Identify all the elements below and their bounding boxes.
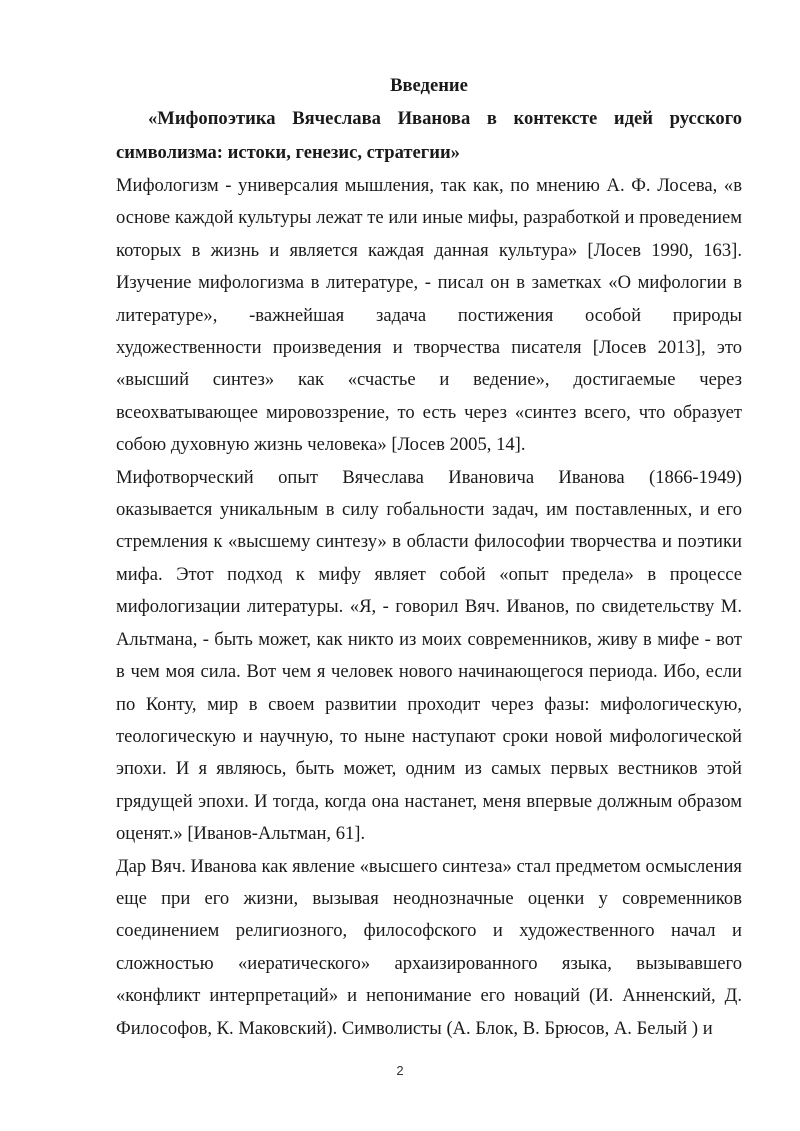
page-number: 2 — [396, 1063, 404, 1078]
paragraph-1: Мифологизм - универсалия мышления, так как, по мнению А. Ф. Лосева, «в основе каждой культуры лежат те или иные мифы, разработкой и проведением которых в жизнь и является каждая данная культура» [Лосев 1990, 163]. Изучение мифологизма в литературе, - писал он в заметках «О мифологии в литературе», -важнейшая задача постижения особой природы художественности произведения и творчества писателя [Лосев 2013], это «высший синтез» как «счастье и ведение», достигаемые через всеохватывающее мировоззрение, то есть через «синтез всего, что образует собою духовную жизнь человека» [Лосев 2005, 14]. — [116, 175, 742, 456]
document-subtitle: «Мифопоэтика Вячеслава Иванова в контексте идей русского символизма: истоки, генезис, стратегии» — [116, 108, 742, 163]
paragraph-3: Дар Вяч. Иванова как явление «высшего синтеза» стал предметом осмысления еще при его жизни, вызывая неоднозначные оценки у современников соединением религиозного, философского и художественного начал и сложностью «иератического» архаизированного языка, вызывавшего «конфликт интерпретаций» и непонимание его новаций (И. Анненский, Д. Философов, К. Маковский). Символисты (А. Блок, В. Брюсов, А. Белый ) и — [116, 855, 742, 1039]
page-title: Введение — [390, 75, 468, 96]
paragraph-2: Мифотворческий опыт Вячеслава Ивановича Иванова (1866-1949) оказывается уникальным в силу гобальности задач, им поставленных, и его стремления к «высшему синтезу» в области философии творчества и поэтики мифа. Этот подход к мифу являет собой «опыт предела» в процессе мифологизации литературы. «Я, - говорил Вяч. Иванов, по свидетельству М. Альтмана, - быть может, как никто из моих современников, живу в мифе - вот в чем моя сила. Вот чем я человек нового начинающегося периода. Ибо, если по Конту, мир в своем развитии проходит через фазы: мифологическую, теологическую и научную, то ныне наступают сроки новой мифологической эпохи. И я являюсь, быть может, одним из самых первых вестников этой грядущей эпохи. И тогда, когда она настанет, меня впервые должным образом оценят.» [Иванов-Альтман, 61]. — [116, 466, 742, 845]
document-page — [116, 70, 742, 1045]
